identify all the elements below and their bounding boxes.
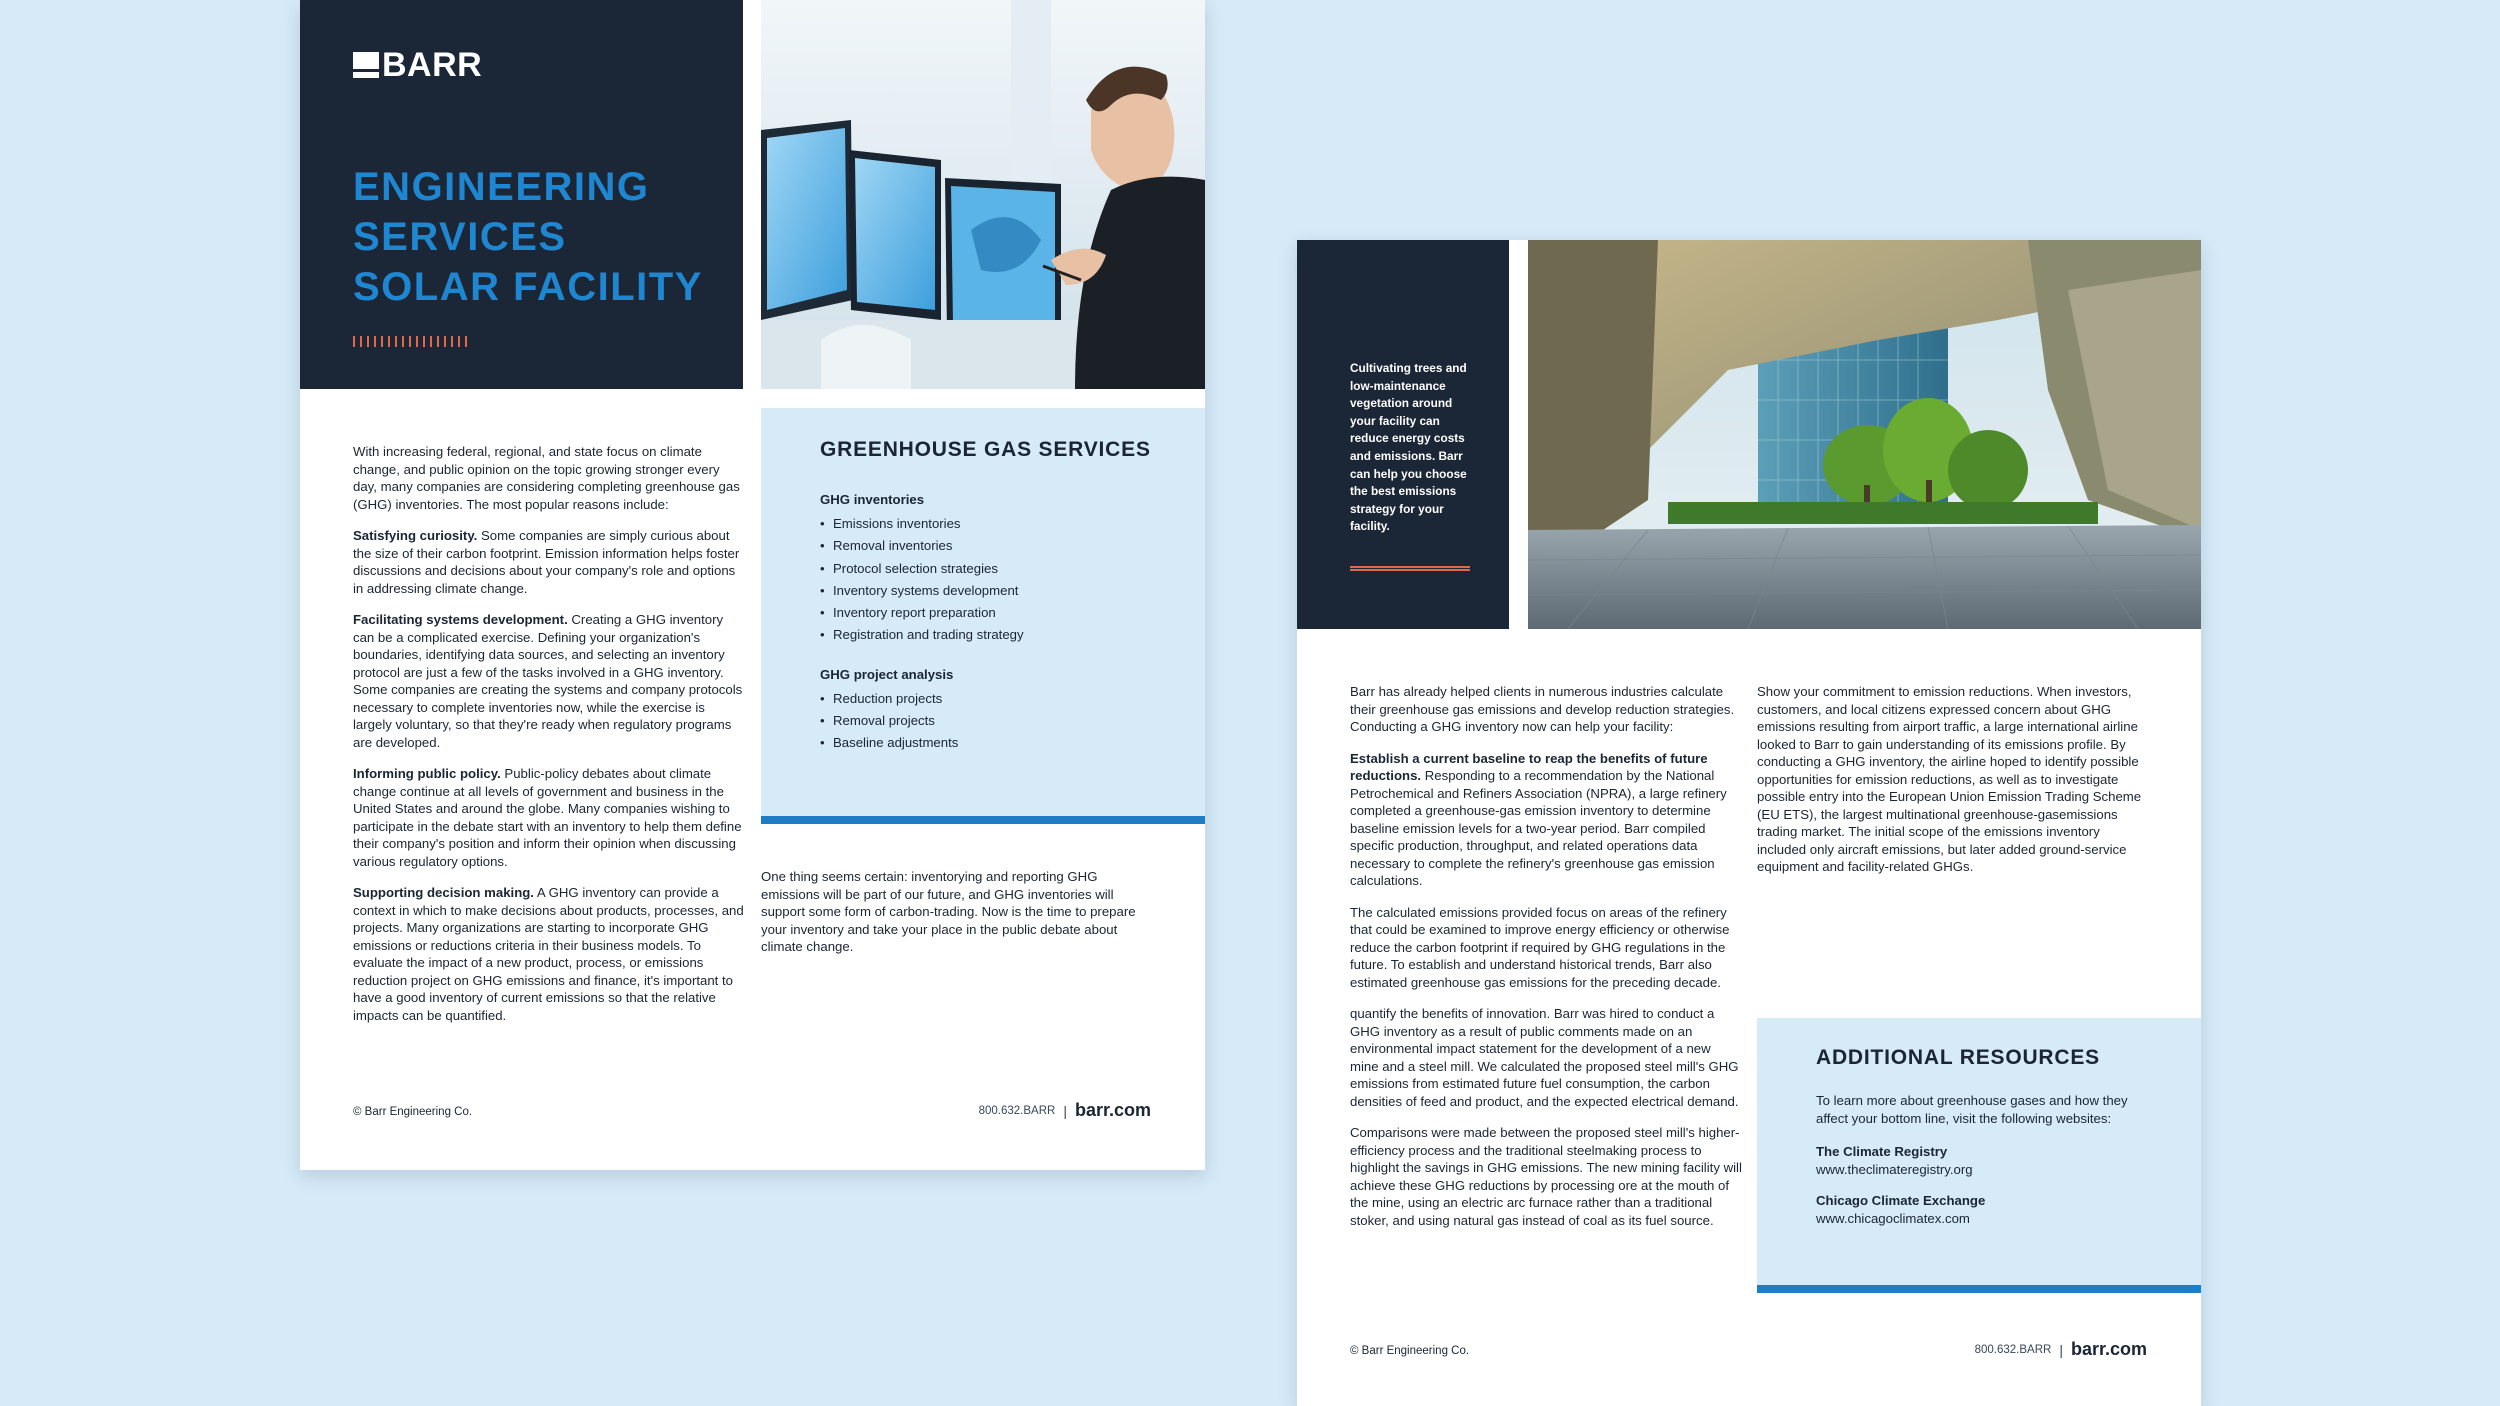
reason-paragraph	[353, 884, 745, 1024]
comparison-paragraph: Comparisons were made between the proposed steel mill's higher-efficiency process and the traditional steelmaking process to highlight the savings in GHG emissions. The new mining facility will achieve these GHG reductions by processing ore at the mouth of the mine, using an electric arc furnace rather than a traditional stoker, and using natural gas instead of coal as its fuel source.	[1350, 1125, 1742, 1228]
reason-paragraph	[353, 611, 745, 751]
footer-copyright: © Barr Engineering Co.	[353, 1106, 473, 1118]
footer-copyright: © Barr Engineering Co.	[1350, 1345, 1470, 1357]
baseline-heading: Establish a current baseline to reap the benefits of future reductions.	[1350, 750, 1708, 783]
list-item: • Inventory report preparation	[820, 602, 1205, 624]
list-item: • Inventory systems development	[820, 580, 1205, 602]
reason-heading: Satisfying curiosity.	[353, 528, 478, 543]
closing-column	[761, 868, 1151, 970]
resources-title: ADDITIONAL RESOURCES	[1816, 1046, 2100, 1069]
services-group-heading: GHG project analysis	[820, 666, 954, 682]
case-studies-column-1	[1350, 683, 1742, 1243]
airline-paragraph: Show your commitment to emission reductions. When investors, customers, and local citizens expressed concern about GHG emissions resulting from airport traffic, a large international airline looked to Barr to gain understanding of its emissions profile. By conducting a GHG inventory, the airline hoped to identify possible opportunities for emission reductions, as well as to investigate possible entry into the European Union Emission Trading Scheme (EU ETS), the largest multinational greenhouse-gasemissions trading market. The initial scope of the emissions inventory included only aircraft emissions, but later added ground-service equipment and facility-related GHGs.	[1757, 684, 2142, 874]
footer-contact	[1975, 1339, 2147, 1360]
logo-text: BARR	[382, 46, 483, 84]
intro-paragraph: With increasing federal, regional, and state focus on climate change, and public opinion on the topic growing stronger every day, many companies are considering completing greenhouse gas (GHG) inventories. The most popular reasons include:	[353, 444, 740, 512]
services-list	[820, 688, 1205, 755]
emissions-paragraph: The calculated emissions provided focus on areas of the refinery that could be examined to improve energy efficiency or otherwise reduce the carbon footprint if required by GHG regulations in the future. To establish and understand historical trends, Barr also estimated greenhouse gas emissions for the preceding decade.	[1350, 904, 1730, 990]
services-group-heading: GHG inventories	[820, 492, 925, 507]
reason-text: Creating a GHG inventory can be a complicated exercise. Defining your organization's boundaries, identifying data sources, and selecting an inventory protocol are just a few of the tasks involved in a GHG inventory. Some companies are creating the systems and company protocols necessary to complete inventories now, while the exercise is largely voluntary, so that they're ready when regulatory programs are developed.	[353, 612, 743, 750]
barr-logo	[353, 46, 483, 84]
reason-heading: Informing public policy.	[353, 766, 501, 781]
additional-resources-box	[1757, 1018, 2201, 1293]
reason-heading: Facilitating systems development.	[353, 612, 568, 627]
resources-intro: To learn more about greenhouse gases and how they affect your bottom line, visit the following websites:	[1816, 1093, 2128, 1126]
building-courtyard-photo	[1528, 240, 2201, 629]
footer-website-link[interactable]: barr.com	[1074, 1100, 1151, 1120]
logo-mark-icon	[353, 52, 379, 78]
list-item: • Reduction projects	[820, 688, 1205, 710]
reason-paragraph	[353, 527, 745, 597]
resource-name: The Climate Registry	[1816, 1144, 1948, 1159]
reason-text: Some companies are simply curious about the size of their carbon footprint. Emission information helps foster discussions and decisions about your company's role and options in addressing climate change.	[353, 528, 740, 596]
footer-website-link[interactable]: barr.com	[2070, 1339, 2147, 1359]
footer-separator: |	[1063, 1102, 1067, 1119]
reason-heading: Supporting decision making.	[353, 885, 534, 900]
title-panel	[300, 0, 743, 389]
closing-paragraph: One thing seems certain: inventorying and reporting GHG emissions will be part of our future, and GHG inventories will support some form of carbon-trading. Now is the time to prepare your inventory and take your place in the public debate about climate change.	[761, 869, 1136, 954]
services-title: GREENHOUSE GAS SERVICES	[820, 438, 1151, 461]
list-item: • Removal projects	[820, 710, 1205, 732]
list-item: • Baseline adjustments	[820, 732, 1205, 754]
brochure-page-2	[1297, 240, 2201, 1406]
footer-phone: 800.632.BARR	[1974, 1343, 2052, 1356]
intro-paragraph: Barr has already helped clients in numerous industries calculate their greenhouse gas emissions and develop reduction strategies. Conducting a GHG inventory now can help your facility:	[1350, 684, 1735, 734]
list-item: • Removal inventories	[820, 535, 1205, 557]
list-item: • Emissions inventories	[820, 513, 1205, 535]
greenhouse-gas-services-box	[761, 408, 1205, 824]
footer-phone: 800.632.BARR	[978, 1104, 1056, 1117]
quote-panel	[1297, 240, 1509, 629]
reason-text: Public-policy debates about climate change continue at all levels of government and business in the United States and around the globe. Many companies wishing to participate in the debate start with an inventory to help them define their company's position and inform their opinion when discussing various regulatory options.	[353, 766, 742, 869]
resource-name: Chicago Climate Exchange	[1816, 1193, 1986, 1208]
intro-column	[353, 443, 745, 1038]
baseline-paragraph	[1350, 750, 1742, 890]
engineer-photo	[761, 0, 1205, 389]
decorative-tick-marks	[353, 336, 471, 347]
brochure-page-1	[300, 0, 1205, 1170]
services-list	[820, 513, 1205, 647]
decorative-double-line	[1350, 566, 1470, 571]
resource-link[interactable]: www.theclimateregistry.org	[1816, 1161, 1973, 1177]
baseline-text: Responding to a recommendation by the National Petrochemical and Refiners Association (NPRA), a large refinery completed a greenhouse-gas emission inventory to determine baseline emission levels for a two-year period. Barr compiled specific production, throughput, and related operations data necessary to complete the refinery's greenhouse gas emission calculations.	[1350, 768, 1727, 888]
footer-separator: |	[2059, 1341, 2063, 1358]
case-studies-column-2	[1757, 683, 2149, 890]
reason-paragraph	[353, 765, 745, 870]
page-title: ENGINEERING SERVICES SOLAR FACILITY	[353, 165, 703, 309]
list-item: • Protocol selection strategies	[820, 558, 1205, 580]
pull-quote: Cultivating trees and low-maintenance vegetation around your facility can reduce energy costs and emissions. Barr can help you choose the best emissions strategy for your facility.	[1350, 361, 1467, 534]
innovation-paragraph: quantify the benefits of innovation. Barr was hired to conduct a GHG inventory as a result of public comments made on an environmental impact statement for the development of a new mine and a steel mill. We calculated the proposed steel mill's GHG emissions from estimated future fuel consumption, the carbon densities of feed and product, and the expected electrical demand.	[1350, 1006, 1739, 1109]
reason-text: A GHG inventory can provide a context in which to make decisions about products, processes, and projects. Many organizations are starting to incorporate GHG emissions or reductions criteria in their business models. To evaluate the impact of a new product, process, or emissions reduction project on GHG emissions and finance, it's important to have a good inventory of current emissions so that the relative impacts can be quantified.	[353, 885, 744, 1023]
resource-link[interactable]: www.chicagoclimatex.com	[1816, 1210, 1970, 1226]
list-item: • Registration and trading strategy	[820, 624, 1205, 646]
footer-contact	[979, 1100, 1151, 1121]
